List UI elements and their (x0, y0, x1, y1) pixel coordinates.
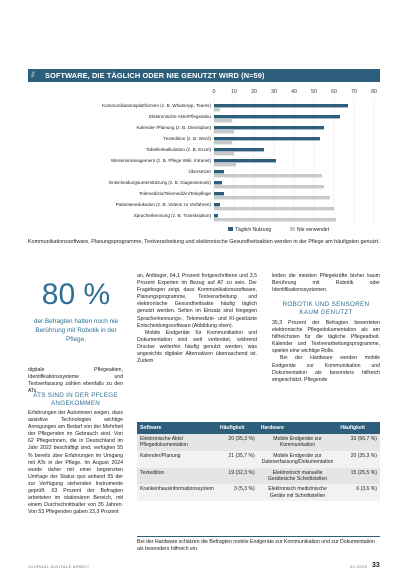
table-row (137, 484, 380, 501)
stat-text: der Befragten hatten noch nie Berührung mit Robotik in der Pflege. (33, 318, 119, 343)
column-3-paragraph-3: Bei der Hardware werden mobile Endgeräte zur Kommunikation und Dokumentation als besonders hilfreich eingeschätzt. Pflegende (272, 355, 380, 383)
table-cell: Elektronisch medizinische Geräte mit Schnittstellen (258, 484, 338, 501)
section-heading-ats: ATS SIND IN DER PFLEGE ANGEKOMMEN (33, 392, 118, 407)
legend-swatch (290, 227, 295, 231)
category-label: Elektronische Akte/Pflegedoku (148, 114, 211, 120)
table-rule (137, 536, 380, 537)
table-cell: 15 (25,5 %) (337, 468, 380, 485)
x-tick-label: 0 (212, 89, 216, 95)
bar (214, 119, 232, 122)
bar (214, 159, 276, 162)
table-cell: Krankenhausinformationssystem (137, 484, 217, 501)
table-header-hardware: Hardware (258, 422, 338, 434)
bar (214, 137, 320, 140)
category-label: Tabellenkalkulation (z. B. Excel) (146, 147, 211, 153)
bar (214, 108, 220, 111)
table-cell: 6 (3,6 %) (337, 484, 380, 501)
x-tick-label: 10 (231, 89, 237, 95)
table-cell: 33 (56,7 %) (337, 434, 380, 451)
table-row (137, 468, 380, 485)
bar (214, 104, 348, 107)
table-cell: Kalender/Planung (137, 451, 217, 468)
category-label: Kalender-/Planung (z. B. Dienstplan) (136, 125, 211, 131)
chart-caption: Kommunikationssoftware, Planungsprogramme, Textverarbeitung und elektronische Gesundheitsakten werden in der Pflege am häufigsten genutzt. (28, 239, 380, 245)
x-tick-label: 20 (251, 89, 257, 95)
legend-label: Täglich Nutzung (235, 227, 272, 233)
legend-swatch (228, 227, 233, 231)
bar-chart (28, 69, 380, 234)
bar (214, 148, 264, 151)
x-tick-label: 70 (351, 89, 357, 95)
table-row (137, 434, 380, 451)
chart-title: SOFTWARE, DIE TÄGLICH ODER NIE GENUTZT WIRD (N=59) (45, 71, 265, 80)
table-header-frequency-1: Häufigkeit (217, 422, 258, 434)
footer-journal: JOURNAL DIGITALE ARBEIT (28, 565, 90, 569)
bar (214, 214, 218, 217)
section-text-ats: Erfahrungen der Autorinnen zeigen, dass assistive Technologien wichtige Anregungen am Bedarf von der Mehrheit der Pflegenden im Gebrauch sind. Von 62 Pflegerinnen, die in Deutschland im Jahr 2022 beschäftigt sind, verfügten 55 % bereits über Erfahrungen im Umgang mit ATs in der Pflege. Im August 2024 wurde daher mit einer begrenzten Umfrage der Status quo anhand 55 der zur Verfügung stehenden Instrumente geprüft. 63 Prozent der Befragten arbeiteten im stationären Bereich, mit einem Durchschnittsalter von 35 Jahren. Von 53 Pflegenden gaben 23,3 Prozent (28, 410, 123, 516)
column-3-text (272, 320, 380, 384)
category-label: Übersetzer (188, 169, 211, 175)
usefulness-table (137, 422, 380, 501)
table-cell: Elektronisch manuelle Gerätesiche Schnittstellen (258, 468, 338, 485)
column-3-intro: leiden die meisten Pflegekräfte bisher kaum Berührung mit Robotik oder Identifikationssystemen. (272, 273, 380, 294)
table-cell: 3 (5,3 %) (217, 484, 258, 501)
table-caption: Bei der Hardware schätzen die Befragten mobile Endgeräte zur Kommunikation und zur Dokumentation als besonders hilfreich ein. (137, 539, 375, 553)
bar (214, 218, 336, 221)
table-row (137, 451, 380, 468)
bar (214, 207, 334, 210)
table-header-frequency-2: Häufigkeit (337, 422, 380, 434)
x-tick-label: 40 (291, 89, 297, 95)
category-label: Wissensmanagement (z. B. Pflege Wiki, Intranet) (110, 158, 211, 164)
x-tick-label: 80 (371, 89, 377, 95)
bar (214, 181, 222, 184)
bar (214, 126, 324, 129)
table-cell: Elektronische Akte/ Pflegedokumentation (137, 434, 217, 451)
bar (214, 170, 224, 173)
table-cell: Mobile Endgeräte zur Kommunikation (258, 434, 338, 451)
category-label: Spracherkennung (z. B. Transkription) (133, 213, 211, 219)
bar (214, 174, 322, 177)
bar (214, 192, 224, 195)
bar (214, 141, 232, 144)
x-tick-label: 60 (331, 89, 337, 95)
bar (214, 203, 220, 206)
legend-label: Nie verwendet (297, 227, 329, 233)
category-label: Entscheidungsunterstützung (z. B. Diagnosetools) (109, 180, 211, 186)
section-heading-robotik: ROBOTIK UND SENSOREN KAUM GENUTZT (282, 301, 370, 316)
x-tick-label: 50 (311, 89, 317, 95)
category-label: Textedition (z. B. Word) (163, 136, 211, 142)
table-cell: 20 (35,3 %) (337, 451, 380, 468)
bar (214, 115, 340, 118)
category-label: Patientenedukation (z. B. Videos zu Verfahren) (115, 202, 211, 208)
x-tick-label: 30 (271, 89, 277, 95)
column-2-text (137, 273, 257, 365)
stat-value: 80 % (41, 278, 111, 311)
chart-header-decoration: /// (31, 72, 34, 79)
bar (214, 130, 234, 133)
column-2-paragraph-2: Mobile Endgeräte für Kommunikation und Dokumentation sind weit verbreitet, während Drucker weiterhin häufig genutzt werden, was angesichts digitaler Alternativen überraschend ist. Zudem (137, 329, 257, 365)
category-label: Kommunikationsplattformen (z. B. WhatsApp, Teams) (102, 103, 211, 109)
bar (214, 163, 236, 166)
table-cell: 20 (35,3 %) (217, 434, 258, 451)
category-label: Telemedizin/Telemedizin/Telepflege (138, 191, 211, 197)
bar (214, 152, 234, 155)
column-2-paragraph-1: an, Anfänger, 64,1 Prozent fortgeschrittene und 3,5 Prozent Experten im Bezug auf AT zu sein. Der Fragebogen zeigt, dass Kommunikationssoftware, Planungsprogramme, Textverarbeitung und elektronische Gesundheitsakte häufig täglich genutzt werden. Selten im Einsatz sind hingegen Spracherkennungs-, Telemedizin- und KI-gestützte Entscheidungssoftware (Abbildung oben). (137, 273, 257, 329)
column-1-top-text: digitale Pflegeakten, Identifikationssysteme und Textverfassung zählen ebenfalls zu den ATs. (28, 367, 123, 395)
footer-issue: 02.2025 (350, 565, 368, 569)
table-header-software: Software (137, 422, 217, 434)
table-cell: Textedition (137, 468, 217, 485)
table-cell: Mobile Endgeräte zur Datenerfassung/Dokumentation (258, 451, 338, 468)
bar (214, 185, 324, 188)
page-number: 33 (372, 562, 380, 569)
table-cell: 19 (32,3 %) (217, 468, 258, 485)
table-cell: 21 (35,7 %) (217, 451, 258, 468)
column-3-paragraph-2: 35,3 Prozent der Befragten bewerteten elektronische Pflegedokumentation als am hilfreichsten für die tägliche Pflegearbeit. Kalender und Textverarbeitungsprogramme, spielen eine wichtige Rolle. (272, 320, 380, 355)
bar (214, 196, 330, 199)
